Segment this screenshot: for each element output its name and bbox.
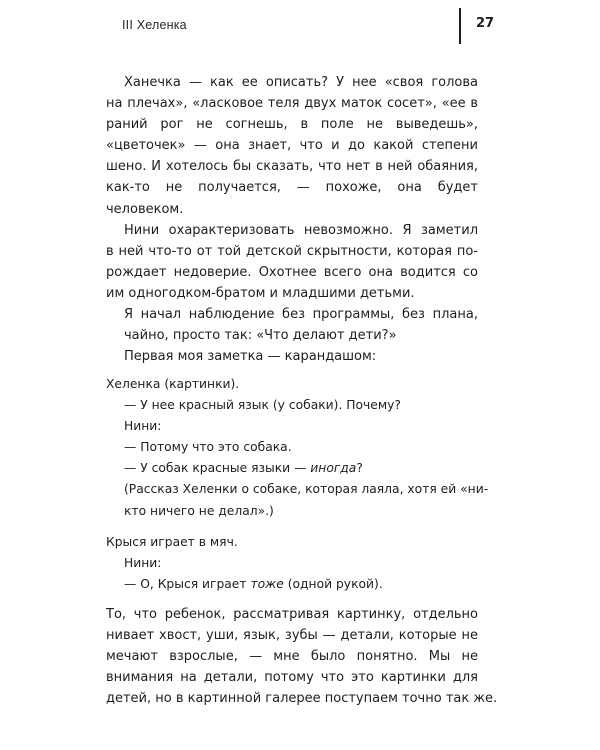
text-line: Первая моя заметка — карандашом: <box>124 349 377 365</box>
dialogue-line: — Потому что это собака. <box>124 440 292 455</box>
text-line: рождает недоверие. Охотнее всего она водится со <box>106 264 478 280</box>
note-krysia <box>106 532 478 595</box>
dialogue-suffix: (одной рукой). <box>283 577 383 592</box>
text-line: им одногодком-братом и младшими детьми. <box>106 285 415 301</box>
dialogue-prefix: — О, Крыся играет <box>124 577 251 592</box>
text-line: внимания на детали, потому что это картинки для <box>106 670 478 686</box>
text-line: человеком. <box>106 201 184 217</box>
text-line: Я начал наблюдение без программы, без плана, <box>124 307 478 323</box>
text-line: как-то не получается, — похоже, она будет <box>106 180 478 196</box>
page-number: 27 <box>476 16 495 31</box>
text-line: детей, но в картинной галерее поступаем точно так же. <box>106 691 498 707</box>
text-line: То, что ребенок, рассматривая картинку, отдельно <box>106 607 478 622</box>
speaker-label: Нини: <box>124 419 162 434</box>
text-line: шено. И хотелось бы сказать, что нет в ней обаяния, <box>106 159 478 175</box>
closing-paragraph <box>106 604 498 709</box>
remark-line: кто ничего не делал».) <box>124 503 274 518</box>
note-heading: Хеленка (картинки). <box>106 377 240 391</box>
text-line: чайно, просто так: «Что делают дети?» <box>124 328 397 344</box>
running-head: III Хеленка <box>122 18 187 32</box>
text-line: Ханечка — как ее описать? У нее «своя голова <box>124 75 478 90</box>
speaker-label: Нини: <box>124 556 162 571</box>
dialogue-line <box>106 458 478 479</box>
dialogue-line: — У нее красный язык (у собаки). Почему? <box>124 398 401 413</box>
header-divider <box>459 8 461 44</box>
note-heading: Крыся играет в мяч. <box>106 535 238 549</box>
text-line: нивает хвост, уши, язык, зубы — детали, которые не <box>106 628 478 644</box>
dialogue-suffix: ? <box>356 461 363 476</box>
text-line: Нини охарактеризовать невозможно. Я заметил <box>124 222 478 238</box>
remark-line: (Рассказ Хеленки о собаке, которая лаяла, хотя ей «ни- <box>124 482 489 497</box>
dialogue-italic: тоже <box>250 577 284 592</box>
text-line: на плечах», «ласковое теля двух маток сосет», «ее в <box>106 96 478 112</box>
text-line: мечают взрослые, — мне было понятно. Мы не <box>106 649 478 665</box>
dialogue-italic: иногда <box>310 461 357 476</box>
note-hel <box>106 374 489 522</box>
text-line: «цветочек» — она знает, что и до какой степени <box>106 138 478 154</box>
text-line: раний рог не согнешь, в поле не выведешь», <box>106 117 478 133</box>
dialogue-prefix: — У собак красные языки — <box>124 461 311 476</box>
dialogue-line <box>106 574 478 595</box>
text-line: в ней что-то от той детской скрытности, которая по- <box>106 243 478 259</box>
main-text <box>106 72 478 367</box>
